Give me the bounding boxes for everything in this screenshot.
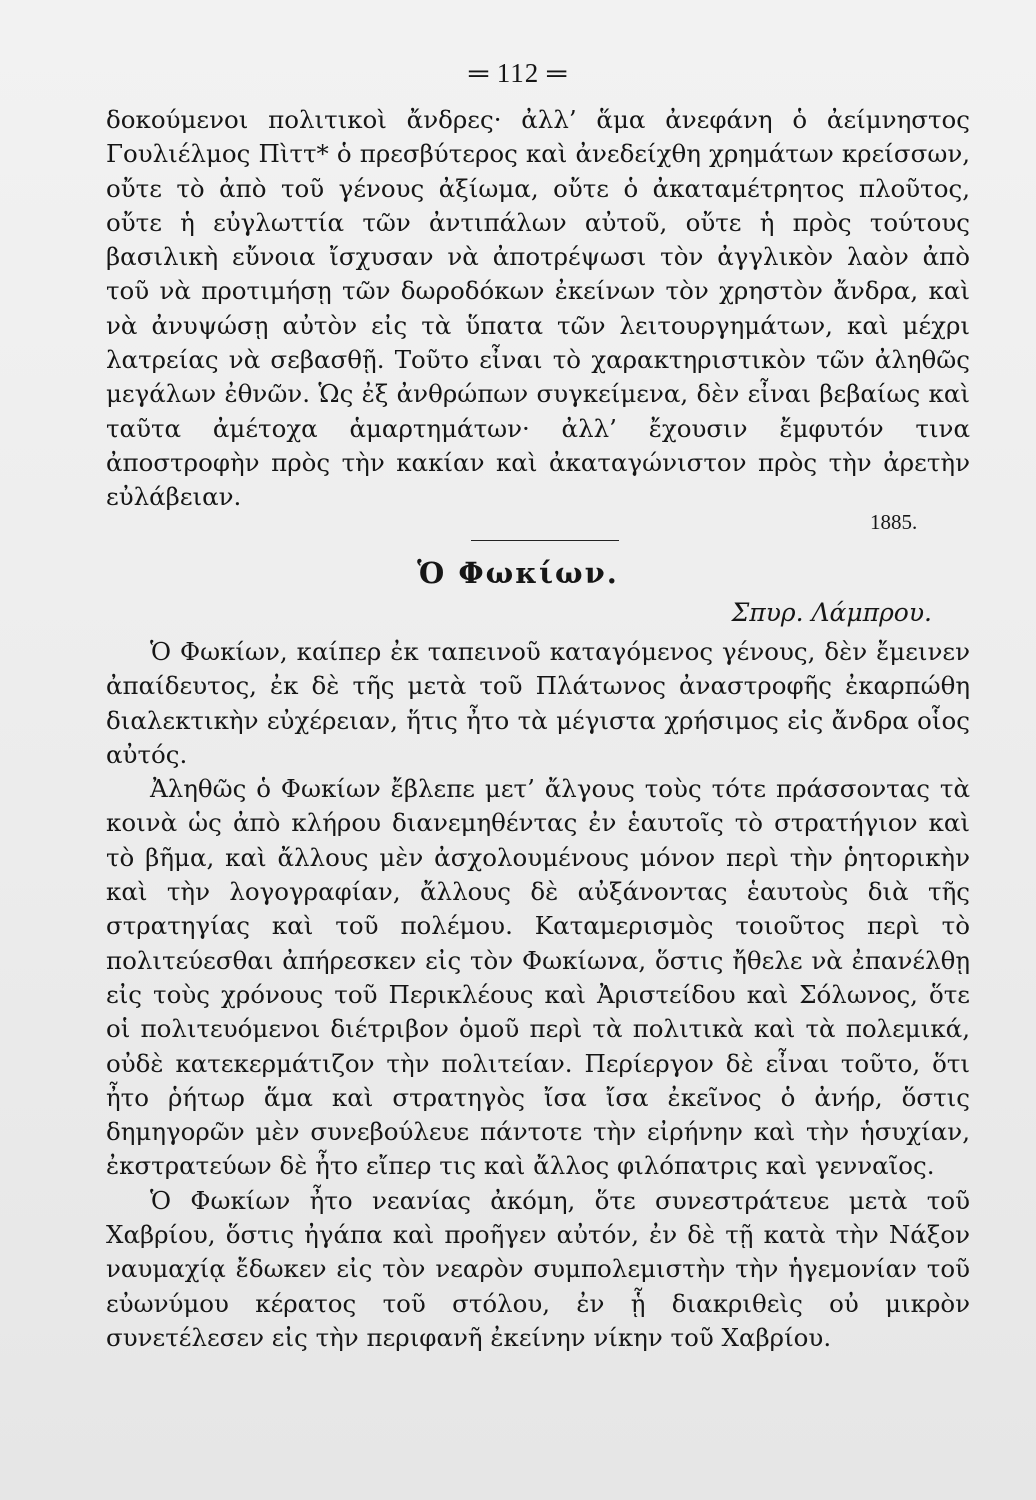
article-body [106,635,970,1355]
article-author: Σπυρ. Λάμπρου. [731,598,932,627]
article-title: Ὁ Φωκίων. [417,556,619,590]
page-number: ═ 112 ═ [468,58,568,88]
continuation-block [106,103,970,515]
continuation-paragraph: δοκούμενοι πολιτικοὶ ἄνδρες· ἀλλ’ ἅμα ἀνεφάνη ὁ ἀείμνηστος Γουλιέλμος Πὶττ* ὁ πρεσβύτερος καὶ ἀνεδείχθη χρημάτων κρείσσων, οὔτε τὸ ἀπὸ τοῦ γένους ἀξίωμα, οὔτε ὁ ἀκαταμέτρητος πλοῦτος, οὔτε ἡ εὐγλωττία τῶν ἀντιπάλων αὐτοῦ, οὔτε ἡ πρὸς τούτους βασιλικὴ εὔνοια ἴσχυσαν νὰ ἀποτρέψωσι τὸν ἀγγλικὸν λαὸν ἀπὸ τοῦ νὰ προτιμήσῃ τῶν δωροδόκων ἐκείνων τὸν χρηστὸν ἄνδρα, καὶ νὰ ἀνυψώσῃ αὐτὸν εἰς τὰ ὕπατα τῶν λειτουργημάτων, καὶ μέχρι λατρείας νὰ σεβασθῇ. Τοῦτο εἶναι τὸ χαρακτηριστικὸν τῶν ἀληθῶς μεγάλων ἐθνῶν. Ὡς ἐξ ἀνθρώπων συγκείμενα, δὲν εἶναι βεβαίως καὶ ταῦτα ἀμέτοχα ἁμαρτημάτων· ἀλλ’ ἔχουσιν ἔμφυτόν τινα ἀποστροφὴν πρὸς τὴν κακίαν καὶ ἀκαταγώνιστον πρὸς τὴν ἀρετὴν εὐλάβειαν. [106,105,970,512]
section-divider [471,540,619,541]
body-paragraph-2: Ἀληθῶς ὁ Φωκίων ἔβλεπε μετ’ ἄλγους τοὺς τότε πράσσοντας τὰ κοινὰ ὡς ἀπὸ κλήρου διανεμηθέντας ἐν ἑαυτοῖς τὸ στρατήγιον καὶ τὸ βῆμα, καὶ ἄλλους μὲν ἀσχολουμένους μόνον περὶ τὴν ῥητορικὴν καὶ τὴν λογογραφίαν, ἄλλους δὲ αὐξάνοντας ἑαυτοὺς διὰ τῆς στρατηγίας καὶ τοῦ πολέμου. Καταμερισμὸς τοιοῦτος περὶ τὸ πολιτεύεσθαι ἀπήρεσκεν εἰς τὸν Φωκίωνα, ὅστις ἤθελε νὰ ἐπανέλθῃ εἰς τοὺς χρόνους τοῦ Περικλέους καὶ Ἀριστείδου καὶ Σόλωνος, ὅτε οἱ πολιτευόμενοι διέτριβον ὁμοῦ περὶ τὰ πολιτικὰ καὶ τὰ πολεμικά, οὐδὲ κατεκερμάτιζον τὴν πολιτείαν. Περίεργον δὲ εἶναι τοῦτο, ὅτι ἦτο ῥήτωρ ἅμα καὶ στρατηγὸς ἴσα ἴσα ἐκεῖνος ὁ ἀνήρ, ὅστις δημηγορῶν μὲν συνεβούλευε πάντοτε τὴν εἰρήνην καὶ τὴν ἡσυχίαν, ἐκστρατεύων δὲ ἦτο εἴπερ τις καὶ ἄλλος φιλόπατρις καὶ γενναῖος. [106,774,970,1181]
body-paragraph-1: Ὁ Φωκίων, καίπερ ἐκ ταπεινοῦ καταγόμενος γένους, δὲν ἔμεινεν ἀπαίδευτος, ἐκ δὲ τῆς μετὰ τοῦ Πλάτωνος ἀναστροφῆς ἐκαρπώθη διαλεκτικὴν εὐχέρειαν, ἥτις ἦτο τὰ μέγιστα χρήσιμος εἰς ἄνδρα οἷος αὐτός. [106,637,970,769]
essay-year: 1885. [870,510,918,534]
body-paragraph-3: Ὁ Φωκίων ἦτο νεανίας ἀκόμη, ὅτε συνεστράτευε μετὰ τοῦ Χαβρίου, ὅστις ἠγάπα καὶ προῆγεν αὐτόν, ἐν δὲ τῇ κατὰ τὴν Νάξον ναυμαχίᾳ ἔδωκεν εἰς τὸν νεαρὸν συμπολεμιστὴν τὴν ἡγεμονίαν τοῦ εὐωνύμου κέρατος τοῦ στόλου, ἐν ᾗ διακριθεὶς οὐ μικρὸν συνετέλεσεν εἰς τὴν περιφανῆ ἐκείνην νίκην τοῦ Χαβρίου. [106,1185,970,1352]
